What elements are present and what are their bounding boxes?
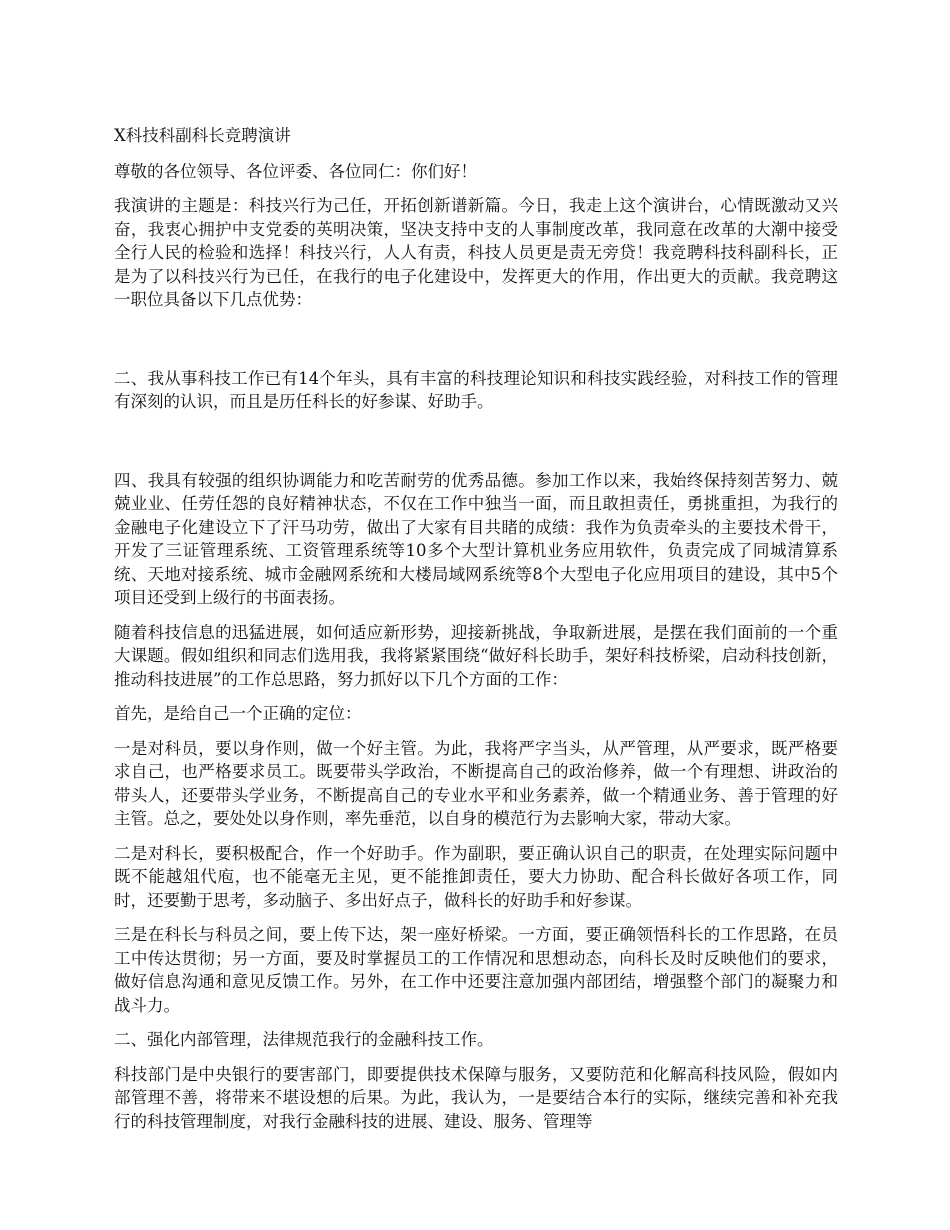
document-title: X科技科副科长竞聘演讲	[114, 126, 291, 145]
greeting-paragraph: 尊敬的各位领导、各位评委、各位同仁：你们好！	[114, 161, 477, 181]
document-page	[114, 124, 838, 1144]
body-paragraph: 二是对科长，要积极配合，作一个好助手。作为副职，要正确认识自己的职责，在处理实际问题中既不能越俎代庖，也不能毫无主见，更不能推卸责任，要大力协助、配合科长做好各项工作，同时，还要勤于思考，多动脑子、多出好点子，做科长的好助手和好参谋。	[114, 843, 838, 910]
body-paragraph: 三是在科长与科员之间，要上传下达，架一座好桥梁。一方面，要正确领悟科长的工作思路，在员工中传达贯彻；另一方面，要及时掌握员工的工作情况和思想动态，向科长及时反映他们的要求，做好信息沟通和意见反馈工作。另外，在工作中还要注意加强内部团结，增强整个部门的凝聚力和战斗力。	[114, 925, 838, 1015]
body-paragraph: 随着科技信息的迅猛进展，如何适应新形势，迎接新挑战，争取新进展，是摆在我们面前的一个重大课题。假如组织和同志们选用我，我将紧紧围绕“做好科长助手，架好科技桥梁，启动科技创新，推动科技进展”的工作总思路，努力抓好以下几个方面的工作：	[114, 622, 838, 689]
body-paragraph: 首先，是给自己一个正确的定位：	[114, 704, 362, 723]
body-paragraph: 一是对科员，要以身作则，做一个好主管。为此，我将严字当头，从严管理，从严要求，既严格要求自己，也严格要求员工。既要带头学政治，不断提高自己的政治修养，做一个有理想、讲政治的带头人，还要带头学业务，不断提高自己的专业水平和业务素养，做一个精通业务、善于管理的好主管。总之，要处处以身作则，率先垂范，以自身的模范行为去影响大家，带动大家。	[114, 738, 838, 828]
body-paragraph: 科技部门是中央银行的要害部门，即要提供技术保障与服务，又要防范和化解高科技风险，假如内部管理不善，将带来不堪设想的后果。为此，我认为，一是要结合本行的实际，继续完善和补充我行的科技管理制度，对我行金融科技的进展、建设、服务、管理等	[114, 1064, 838, 1131]
body-paragraph: 四、我具有较强的组织协调能力和吃苦耐劳的优秀品德。参加工作以来，我始终保持刻苦努力、兢兢业业、任劳任怨的良好精神状态，不仅在工作中独当一面，而且敢担责任，勇挑重担，为我行的金融电子化建设立下了汗马功劳，做出了大家有目共睹的成绩：我作为负责牵头的主要技术骨干，开发了三证管理系统、工资管理系统等10多个大型计算机业务应用软件，负责完成了同城清算系统、天地对接系统、城市金融网系统和大楼局域网系统等8个大型电子化应用项目的建设，其中5个项目还受到上级行的书面表扬。	[114, 470, 838, 607]
body-paragraph: 二、我从事科技工作已有14个年头，具有丰富的科技理论知识和科技实践经验，对科技工作的管理有深刻的认识，而且是历任科长的好参谋、好助手。	[114, 368, 838, 411]
body-paragraph: 我演讲的主题是：科技兴行为己任，开拓创新谱新篇。今日，我走上这个演讲台，心情既激动又兴奋，我衷心拥护中支党委的英明决策，坚决支持中支的人事制度改革，我同意在改革的大潮中接受全行人民的检验和选择！科技兴行，人人有责，科技人员更是责无旁贷！我竞聘科技科副科长，正是为了以科技兴行为已任，在我行的电子化建设中，发挥更大的作用，作出更大的贡献。我竞聘这一职位具备以下几点优势：	[114, 196, 838, 309]
blank-gap	[114, 425, 838, 469]
blank-gap	[114, 323, 838, 367]
section-heading: 二、强化内部管理，法律规范我行的金融科技工作。	[114, 1030, 494, 1049]
